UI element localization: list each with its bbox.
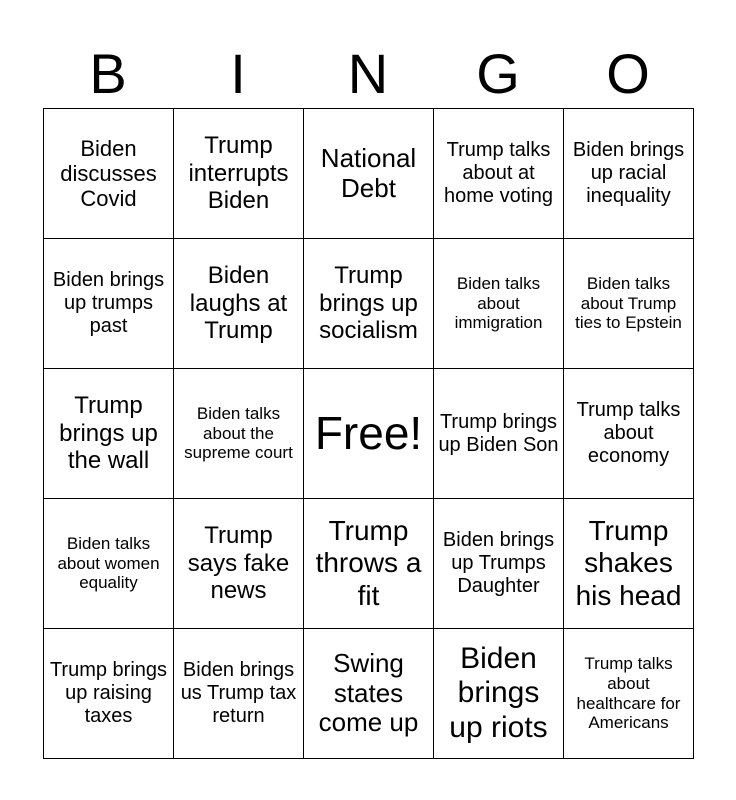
free-space-cell[interactable]: Free!	[304, 369, 434, 499]
grid-row	[44, 499, 694, 629]
bingo-cell[interactable]: Trump brings up Biden Son	[434, 369, 564, 499]
bingo-cell[interactable]: Trump interrupts Biden	[174, 109, 304, 239]
bingo-cell[interactable]: Biden brings us Trump tax return	[174, 629, 304, 759]
bingo-cell[interactable]: Trump brings up the wall	[44, 369, 174, 499]
grid-row	[44, 239, 694, 369]
grid-row	[44, 369, 694, 499]
bingo-card-grid	[43, 108, 694, 759]
bingo-cell[interactable]: Biden discusses Covid	[44, 109, 174, 239]
header-letter-b: B	[89, 42, 127, 105]
bingo-cell[interactable]: Biden talks about the supreme court	[174, 369, 304, 499]
bingo-cell[interactable]: Trump talks about healthcare for Americans	[564, 629, 694, 759]
bingo-cell[interactable]: Trump says fake news	[174, 499, 304, 629]
bingo-header	[43, 40, 693, 108]
bingo-cell[interactable]: Trump brings up socialism	[304, 239, 434, 369]
bingo-cell[interactable]: Trump brings up raising taxes	[44, 629, 174, 759]
bingo-cell[interactable]: Biden brings up trumps past	[44, 239, 174, 369]
header-letter-i: I	[230, 42, 246, 105]
grid-row	[44, 629, 694, 759]
header-letter-g: G	[476, 42, 520, 105]
header-letter-o: O	[606, 42, 650, 105]
bingo-cell[interactable]: Biden brings up riots	[434, 629, 564, 759]
bingo-cell[interactable]: Biden brings up racial inequality	[564, 109, 694, 239]
bingo-cell[interactable]: Biden talks about women equality	[44, 499, 174, 629]
bingo-cell[interactable]: Swing states come up	[304, 629, 434, 759]
bingo-cell[interactable]: Trump talks about economy	[564, 369, 694, 499]
bingo-cell[interactable]: National Debt	[304, 109, 434, 239]
bingo-cell[interactable]: Trump throws a fit	[304, 499, 434, 629]
bingo-cell[interactable]: Biden laughs at Trump	[174, 239, 304, 369]
bingo-cell[interactable]: Trump shakes his head	[564, 499, 694, 629]
bingo-cell[interactable]: Biden brings up Trumps Daughter	[434, 499, 564, 629]
bingo-cell[interactable]: Biden talks about immigration	[434, 239, 564, 369]
header-letter-n: N	[347, 42, 389, 105]
bingo-cell[interactable]: Trump talks about at home voting	[434, 109, 564, 239]
grid-row	[44, 109, 694, 239]
bingo-cell[interactable]: Biden talks about Trump ties to Epstein	[564, 239, 694, 369]
